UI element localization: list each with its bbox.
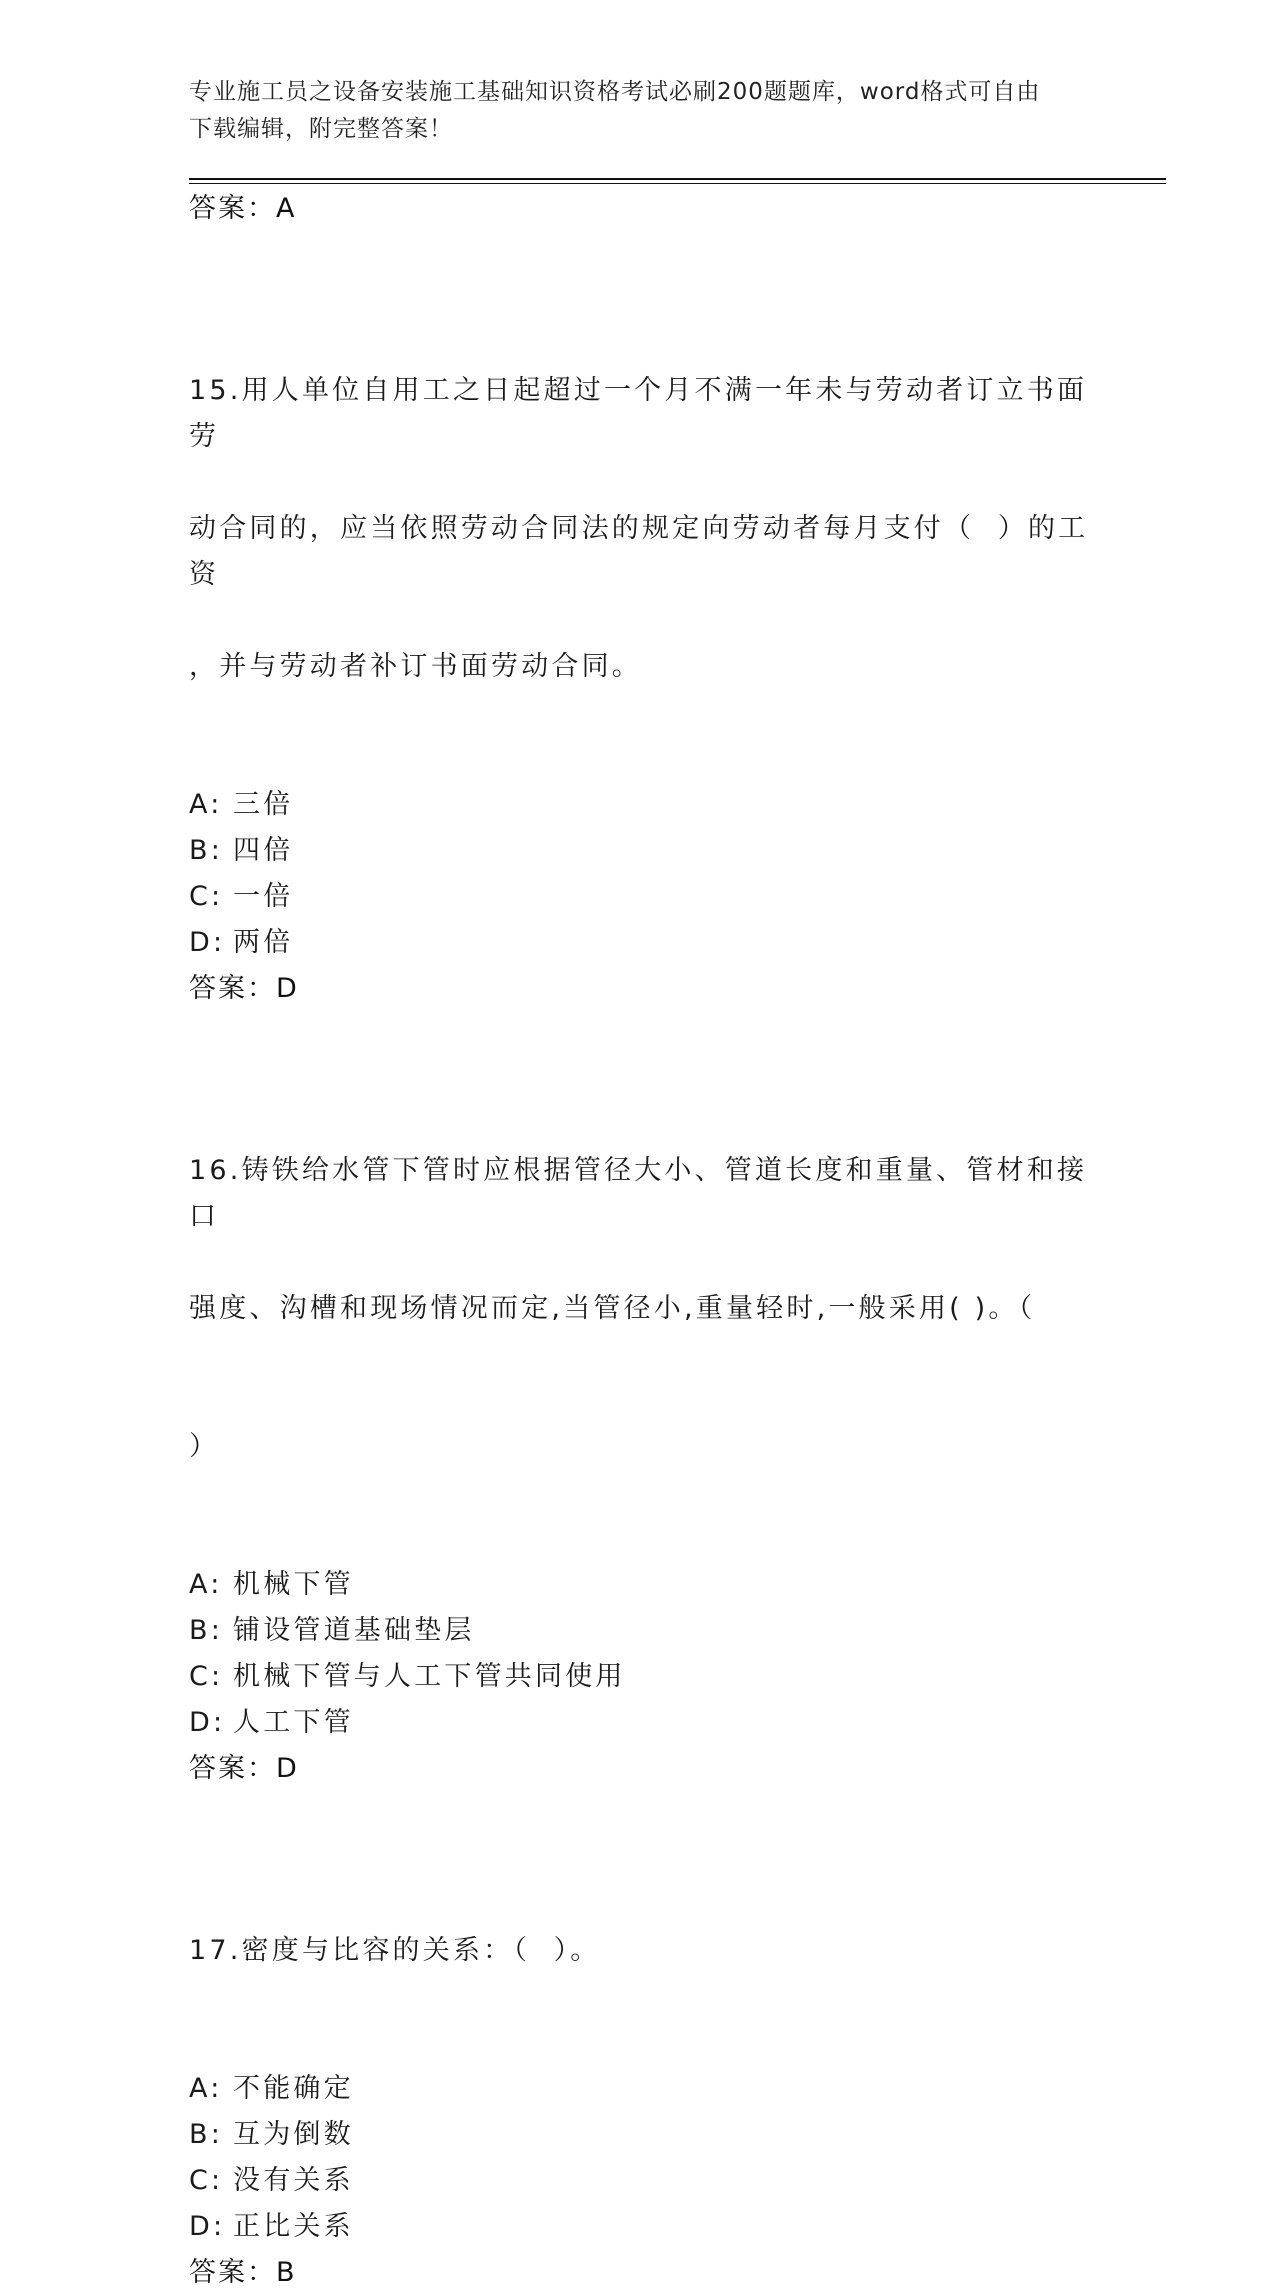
header-rule-thick xyxy=(189,178,1166,180)
option-text: 正比关系 xyxy=(233,2211,354,2242)
option-text: 人工下管 xyxy=(233,1707,354,1738)
answer-line: 答案：D xyxy=(189,1753,299,1784)
question-stem-line: 16.铸铁给水管下管时应根据管径大小、管道长度和重量、管材和接口 xyxy=(189,1155,1088,1232)
option-a xyxy=(189,2066,1089,2112)
question-block xyxy=(189,1836,1089,2296)
question-stem xyxy=(189,276,1089,782)
spacer xyxy=(189,232,1089,276)
option-text: 机械下管与人工下管共同使用 xyxy=(233,1661,626,1692)
option-d xyxy=(189,920,1089,966)
spacer xyxy=(189,1792,1089,1836)
option-c xyxy=(189,2158,1089,2204)
option-a xyxy=(189,782,1089,828)
option-letter: A: xyxy=(189,2073,223,2104)
spacer xyxy=(189,1012,1089,1056)
option-text: 四倍 xyxy=(233,835,294,866)
option-a xyxy=(189,1562,1089,1608)
question-stem-line: 动合同的，应当依照劳动合同法的规定向劳动者每月支付（ ）的工资 xyxy=(189,513,1089,590)
option-letter: B: xyxy=(189,835,224,866)
question-block xyxy=(189,276,1089,1012)
option-text: 机械下管 xyxy=(233,1569,354,1600)
option-text: 三倍 xyxy=(233,789,294,820)
question-block xyxy=(189,1056,1089,1792)
option-c xyxy=(189,1654,1089,1700)
option-letter: C: xyxy=(189,2165,224,2196)
option-text: 两倍 xyxy=(233,927,294,958)
option-d xyxy=(189,1700,1089,1746)
question-stem xyxy=(189,1056,1089,1562)
question-list xyxy=(189,186,1089,2296)
option-letter: A: xyxy=(189,789,223,820)
option-letter: C: xyxy=(189,1661,224,1692)
answer-line: 答案：D xyxy=(189,973,299,1004)
option-letter: A: xyxy=(189,1569,223,1600)
previous-answer: 答案：A xyxy=(189,193,297,224)
question-stem-line: 强度、沟槽和现场情况而定,当管径小,重量轻时,一般采用( )。（ xyxy=(189,1293,1036,1324)
option-d xyxy=(189,2204,1089,2250)
question-stem-line: ，并与劳动者补订书面劳动合同。 xyxy=(189,651,642,682)
option-text: 一倍 xyxy=(233,881,294,912)
option-letter: B: xyxy=(189,2119,224,2150)
header-line-2: 下载编辑，附完整答案！ xyxy=(189,116,453,142)
option-b xyxy=(189,1608,1089,1654)
option-b xyxy=(189,828,1089,874)
option-letter: D: xyxy=(189,1707,226,1738)
option-text: 不能确定 xyxy=(233,2073,354,2104)
header-rule-thin xyxy=(189,183,1166,184)
question-stem-line: ） xyxy=(189,1431,220,1462)
option-letter: D: xyxy=(189,2211,226,2242)
option-letter: C: xyxy=(189,881,224,912)
header-line-1: 专业施工员之设备安装施工基础知识资格考试必刷200题题库，word格式可自由 xyxy=(189,79,1041,105)
question-stem xyxy=(189,1836,1089,2066)
option-text: 互为倒数 xyxy=(233,2119,354,2150)
question-stem-line: 17.密度与比容的关系：（ ）。 xyxy=(189,1935,601,1966)
option-c xyxy=(189,874,1089,920)
option-text: 没有关系 xyxy=(233,2165,354,2196)
page-header xyxy=(189,74,1089,148)
question-stem-line: 15.用人单位自用工之日起超过一个月不满一年未与劳动者订立书面劳 xyxy=(189,375,1088,452)
option-b xyxy=(189,2112,1089,2158)
option-letter: D: xyxy=(189,927,226,958)
option-letter: B: xyxy=(189,1615,224,1646)
option-text: 铺设管道基础垫层 xyxy=(233,1615,475,1646)
answer-line: 答案：B xyxy=(189,2257,297,2288)
